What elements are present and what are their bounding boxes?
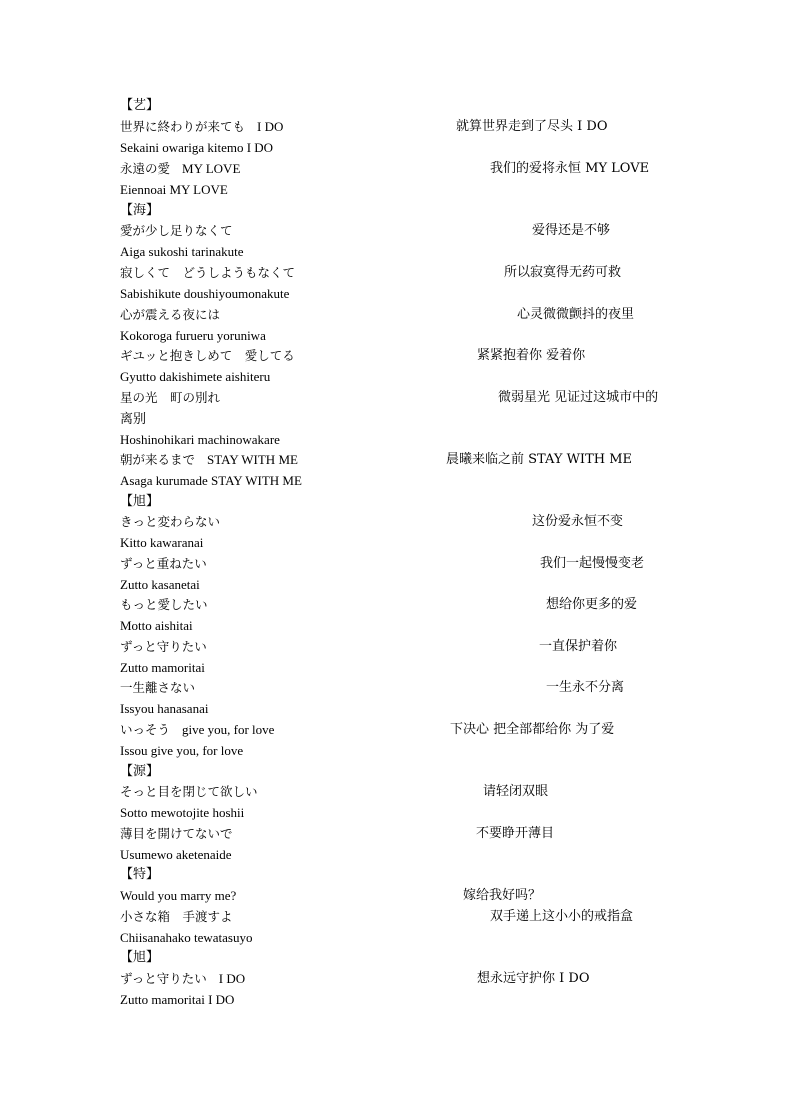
lyric-en-line: Would you marry me? xyxy=(120,888,237,903)
lyric-zh: 不要睁开薄目 xyxy=(476,826,555,841)
lyric-line xyxy=(120,677,625,698)
lyric-line xyxy=(120,553,645,574)
romaji-line: Zutto mamoritai I DO xyxy=(120,992,235,1007)
lyric-zh: 一直保护着你 xyxy=(539,639,618,654)
romaji-line: Sabishikute doushiyoumonakute xyxy=(120,286,290,301)
romaji-line: Motto aishitai xyxy=(120,618,193,633)
lyric-jp: ずっと守りたい xyxy=(120,971,207,986)
romaji-line: Kitto kawaranai xyxy=(120,535,204,550)
lyric-jp: いっそう xyxy=(120,722,171,737)
lyric-line xyxy=(120,158,650,179)
lyric-jp: 心が震える夜には xyxy=(120,307,221,322)
lyric-jp: ずっと守りたい xyxy=(120,639,207,654)
romaji-line: Sekaini owariga kitemo I DO xyxy=(120,140,274,155)
romaji-line: Issou give you, for love xyxy=(120,743,244,758)
speaker-label: 【旭】 xyxy=(120,950,160,965)
lyric-jp: ギユッと抱きしめて 愛してる xyxy=(120,348,295,363)
speaker-label: 【旭】 xyxy=(120,494,160,509)
lyric-line xyxy=(120,885,542,906)
lyric-line xyxy=(120,345,586,366)
lyric-zh: 就算世界走到了尽头 I DO xyxy=(456,119,608,134)
lyric-en: MY LOVE xyxy=(182,161,241,176)
lyric-zh: 想给你更多的爱 xyxy=(546,597,638,612)
lyric-jp: きっと変わらない xyxy=(120,514,221,529)
lyric-line xyxy=(120,220,611,241)
lyric-line xyxy=(120,387,659,408)
lyric-line xyxy=(120,594,638,615)
lyric-zh: 想永远守护你 I DO xyxy=(477,971,590,986)
romaji-line: Gyutto dakishimete aishiteru xyxy=(120,369,271,384)
lyric-line xyxy=(120,968,590,989)
lyric-zh: 嫁给我好吗？ xyxy=(463,888,542,903)
lyric-jp: もっと愛したい xyxy=(120,597,208,612)
lyric-jp: そっと目を閉じて欲しい xyxy=(120,784,258,799)
lyric-en: give you, for love xyxy=(182,722,275,737)
lyric-jp: 小さな箱 手渡すよ xyxy=(120,909,233,924)
lyric-zh: 紧紧抱着你 爱着你 xyxy=(477,348,586,363)
romaji-line: Sotto mewotojite hoshii xyxy=(120,805,245,820)
romaji-line: Issyou hanasanai xyxy=(120,701,209,716)
lyric-zh: 微弱星光 见证过这城市中的 xyxy=(498,390,659,405)
lyric-en: I DO xyxy=(257,119,284,134)
lyric-zh: 心灵微微颤抖的夜里 xyxy=(517,307,635,322)
lyric-jp: 寂しくて どうしようもなくて xyxy=(120,265,296,280)
lyric-zh: 我们的爱将永恒 MY LOVE xyxy=(490,161,650,176)
lyric-line xyxy=(120,823,555,844)
lyric-line xyxy=(120,304,635,325)
lyric-line xyxy=(120,262,622,283)
lyric-jp: 永遠の愛 xyxy=(120,161,171,176)
lyric-jp: 世界に終わりが来ても xyxy=(120,119,246,134)
lyric-line xyxy=(120,719,615,740)
lyric-jp: ずっと重ねたい xyxy=(120,556,207,571)
lyric-zh: 爱得还是不够 xyxy=(532,223,611,238)
romaji-line: Kokoroga furueru yoruniwa xyxy=(120,328,266,343)
lyric-zh: 这份爱永恒不变 xyxy=(532,514,624,529)
lyric-jp: 朝が来るまで xyxy=(120,452,196,467)
romaji-line: Zutto mamoritai xyxy=(120,660,205,675)
lyric-line xyxy=(120,906,634,927)
lyric-zh: 我们一起慢慢变老 xyxy=(540,556,645,571)
speaker-label: 【特】 xyxy=(120,867,160,882)
romaji-line: Aiga sukoshi tarinakute xyxy=(120,244,244,259)
lyric-jp: 一生離さない xyxy=(120,680,196,695)
romaji-line: Usumewo aketenaide xyxy=(120,847,232,862)
lyric-zh: 下决心 把全部都给你 为了爱 xyxy=(450,722,615,737)
lyric-zh: 所以寂寞得无药可救 xyxy=(504,265,622,280)
lyric-line xyxy=(120,449,633,470)
lyric-jp: 愛が少し足りなくて xyxy=(120,223,233,238)
speaker-label: 【艺】 xyxy=(120,98,160,113)
romaji-line: Eiennoai MY LOVE xyxy=(120,182,228,197)
lyric-line xyxy=(120,636,618,657)
romaji-line: Asaga kurumade STAY WITH ME xyxy=(120,473,302,488)
lyric-jp: 薄目を開けてないで xyxy=(120,826,233,841)
lyric-wrap-line: 离别 xyxy=(120,411,147,426)
lyric-en: I DO xyxy=(218,971,246,986)
lyric-zh: 一生永不分离 xyxy=(546,680,625,695)
lyric-zh: 双手递上这小小的戒指盒 xyxy=(490,909,634,924)
lyric-line xyxy=(120,781,549,802)
lyric-line xyxy=(120,116,608,137)
lyric-zh: 请轻闭双眼 xyxy=(483,784,549,799)
romaji-line: Hoshinohikari machinowakare xyxy=(120,432,280,447)
speaker-label: 【源】 xyxy=(120,764,160,779)
lyric-line xyxy=(120,511,624,532)
romaji-line: Zutto kasanetai xyxy=(120,577,200,592)
speaker-label: 【海】 xyxy=(120,203,160,218)
lyric-jp: 星の光 町の別れ xyxy=(120,390,221,405)
lyric-en: STAY WITH ME xyxy=(207,452,298,467)
lyric-zh: 晨曦来临之前 STAY WITH ME xyxy=(446,452,633,467)
romaji-line: Chiisanahako tewatasuyo xyxy=(120,930,253,945)
